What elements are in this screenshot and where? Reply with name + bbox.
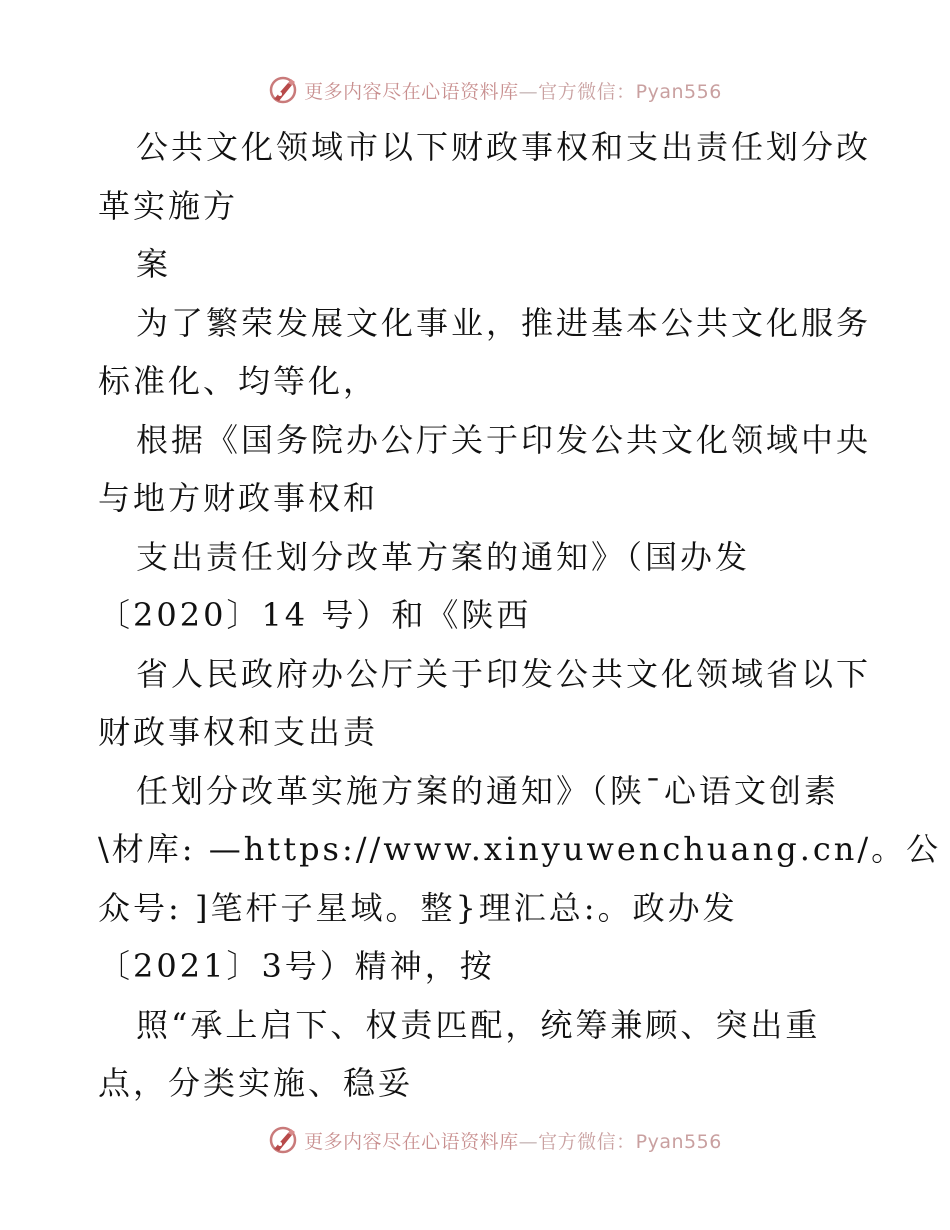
footer-banner-text (304, 1127, 722, 1154)
body-text-line: 点，分类实施、稳妥 (98, 1064, 414, 1102)
footer-wechat-text: 官方微信：Pyan556 (538, 1130, 722, 1153)
header-brand-text: 更多内容尽在心语资料库 (304, 80, 519, 103)
body-text-line: 众号: ]笔杆子星域。整}理汇总:。政办发 (98, 888, 738, 927)
header-banner-content (268, 75, 722, 105)
body-text-line: 支出责任划分改革方案的通知》（国办发 (136, 537, 751, 576)
body-text-line: 革实施方 (98, 186, 239, 225)
body-text-line: 根据《国务院办公厅关于印发公共文化领域中央 (136, 420, 872, 459)
pen-logo-icon (268, 75, 298, 105)
pen-logo-icon (268, 1125, 298, 1155)
footer-banner (0, 1120, 950, 1160)
body-text-line: 标准化、均等化， (98, 362, 379, 400)
body-text-line: 财政事权和支出责 (98, 713, 379, 751)
body-text-line: 案 (136, 245, 172, 283)
body-text-line: 与地方财政事权和 (98, 479, 379, 517)
body-text-line: 照“承上启下、权责匹配，统筹兼顾、突出重 (136, 1005, 821, 1044)
body-text-line: \材库: —https://www.xinyuwenchuang.cn/。公 (98, 830, 942, 868)
header-banner-text (304, 77, 722, 104)
document-body (98, 124, 942, 1119)
header-separator: — (518, 80, 539, 103)
body-text-line: 为了繁荣发展文化事业，推进基本公共文化服务 (136, 303, 872, 342)
body-text-line: 省人民政府办公厅关于印发公共文化领域省以下 (136, 654, 872, 693)
footer-separator: — (518, 1130, 539, 1153)
body-text-line: 〔2021〕3号）精神，按 (98, 947, 495, 985)
body-text-line: 公共文化领域市以下财政事权和支出责任划分改 (136, 128, 872, 166)
footer-banner-content (268, 1125, 722, 1155)
body-text-line: 〔2020〕14 号）和《陕西 (98, 596, 532, 634)
footer-brand-text: 更多内容尽在心语资料库 (304, 1130, 519, 1153)
header-banner (0, 70, 950, 110)
body-text-line: 任划分改革实施方案的通知》（陕¯心语文创素 (136, 771, 840, 810)
header-wechat-text: 官方微信：Pyan556 (538, 80, 722, 103)
